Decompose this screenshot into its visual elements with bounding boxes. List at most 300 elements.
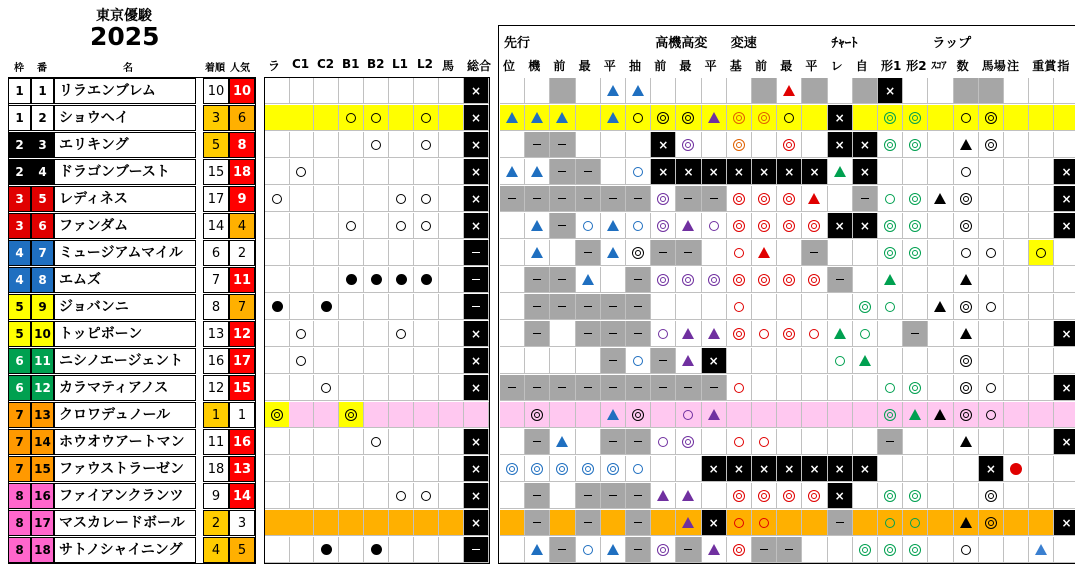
right-cell-cross-icon: × xyxy=(658,137,669,152)
right-cell xyxy=(1004,402,1029,428)
right-cell xyxy=(1054,186,1075,212)
ban-cell: 18 xyxy=(31,537,54,563)
right-cell xyxy=(802,267,827,293)
right-cell-purple-double-circle-icon xyxy=(682,139,694,151)
right-cell xyxy=(878,78,903,104)
right-cell xyxy=(525,159,550,185)
right-cell-dash-icon xyxy=(533,387,541,388)
right-cell xyxy=(1054,267,1075,293)
right-cell-green-double-circle-icon xyxy=(909,139,921,151)
ban-cell: 3 xyxy=(31,132,54,158)
mid-cell xyxy=(289,213,314,239)
right-cell-red-double-circle-icon xyxy=(783,328,795,340)
right-cell xyxy=(752,294,777,320)
mid-cell-dash-icon xyxy=(472,549,480,550)
right-col-header-17: ｽｺｱ xyxy=(931,61,947,72)
right-cell xyxy=(500,483,525,509)
right-cell xyxy=(903,456,928,482)
right-cell xyxy=(954,510,979,536)
mid-cell xyxy=(464,402,489,428)
right-cell-dash-icon xyxy=(886,441,894,442)
right-cell-dash-icon xyxy=(558,198,566,199)
right-cell xyxy=(1029,321,1054,347)
right-cell-dash-icon xyxy=(634,198,642,199)
ban-cell: 1 xyxy=(31,78,54,104)
right-cell xyxy=(853,510,878,536)
right-cell xyxy=(626,105,651,131)
right-cell xyxy=(954,186,979,212)
right-cell-green-double-circle-icon xyxy=(909,112,921,124)
right-cell-cross-icon: × xyxy=(834,218,845,233)
mid-cell-circle-icon xyxy=(396,491,406,501)
right-cell xyxy=(853,294,878,320)
right-cell-black-triangle-icon xyxy=(960,274,972,285)
right-cell-green-double-circle-icon xyxy=(909,247,921,259)
right-cell xyxy=(853,267,878,293)
right-cell xyxy=(576,294,601,320)
mid-cell xyxy=(439,510,464,536)
right-col-header-14: 自 xyxy=(855,59,868,73)
right-cell-blue-triangle-icon xyxy=(607,220,619,231)
mid-cell xyxy=(289,510,314,536)
right-col-header-15: 形1 xyxy=(881,59,902,73)
right-cell xyxy=(550,78,575,104)
right-col-header-19: 馬場 xyxy=(981,59,1006,73)
ninki-cell: 12 xyxy=(229,321,255,347)
right-cell xyxy=(777,294,802,320)
right-cell xyxy=(601,294,626,320)
right-cell xyxy=(727,402,752,428)
right-cell xyxy=(651,402,676,428)
horse-name: ドラゴンブースト xyxy=(54,159,196,185)
right-cell xyxy=(525,240,550,266)
waku-cell: 2 xyxy=(8,132,31,158)
mid-cell xyxy=(364,510,389,536)
mid-cell-dot-icon xyxy=(421,274,432,285)
group-header-1: 高機高変 xyxy=(655,36,708,51)
right-cell xyxy=(878,267,903,293)
chakujun-cell: 16 xyxy=(203,348,229,374)
right-cell xyxy=(500,348,525,374)
right-cell-circle-icon xyxy=(986,248,996,258)
right-cell-circle-icon xyxy=(1036,248,1046,258)
mid-cell xyxy=(339,105,364,131)
right-cell-cross-icon: × xyxy=(1061,434,1072,449)
right-cell-green-double-circle-icon xyxy=(909,544,921,556)
horse-name: マスカレードボール xyxy=(54,510,196,536)
right-cell-cross-icon: × xyxy=(784,461,795,476)
right-cell xyxy=(1029,132,1054,158)
right-cell xyxy=(525,348,550,374)
right-cell xyxy=(853,213,878,239)
mid-cell xyxy=(414,240,439,266)
mid-cell xyxy=(265,78,290,104)
right-cell-double-circle-icon xyxy=(632,409,644,421)
right-cell xyxy=(1054,348,1075,374)
right-cell-dash-icon xyxy=(533,144,541,145)
mid-cell xyxy=(339,267,364,293)
mid-cell xyxy=(339,213,364,239)
right-cell-purple-circle-icon xyxy=(658,437,668,447)
right-cell-cross-icon: × xyxy=(708,164,719,179)
right-cell xyxy=(727,429,752,455)
right-cell-blue-triangle-icon xyxy=(632,85,644,96)
right-cell-dash-icon xyxy=(584,171,592,172)
right-cell-dash-icon xyxy=(836,279,844,280)
right-cell xyxy=(752,402,777,428)
horse-name: ファウストラーゼン xyxy=(54,456,196,482)
mid-cell xyxy=(265,294,290,320)
right-cell xyxy=(802,483,827,509)
right-cell-green-triangle-icon xyxy=(909,409,921,420)
right-cell-blue-triangle-icon xyxy=(531,544,543,555)
mid-cell xyxy=(289,456,314,482)
right-col-header-4: 平 xyxy=(603,59,616,73)
right-cell xyxy=(626,402,651,428)
mid-cell xyxy=(265,402,290,428)
right-cell-purple-triangle-icon xyxy=(657,490,669,501)
right-cell xyxy=(500,78,525,104)
right-cell xyxy=(802,294,827,320)
right-cell xyxy=(676,132,701,158)
ninki-cell: 8 xyxy=(229,132,255,158)
right-cell xyxy=(928,510,953,536)
right-cell-dash-icon xyxy=(508,198,516,199)
chakujun-header: 着順 xyxy=(205,63,225,74)
right-cell xyxy=(702,375,727,401)
right-cell xyxy=(1004,456,1029,482)
mid-cell xyxy=(389,132,414,158)
right-cell xyxy=(727,267,752,293)
right-cell xyxy=(601,321,626,347)
mid-cell xyxy=(389,537,414,563)
right-cell-dash-icon xyxy=(634,306,642,307)
right-cell xyxy=(525,429,550,455)
right-cell-red-circle-icon xyxy=(734,383,744,393)
right-cell-purple-triangle-icon xyxy=(708,112,720,123)
mid-cell xyxy=(339,375,364,401)
mid-cell-dot-icon xyxy=(346,274,357,285)
right-cell-blue-triangle-icon xyxy=(531,247,543,258)
right-cell xyxy=(1004,213,1029,239)
right-cell-cross-icon: × xyxy=(1061,218,1072,233)
chakujun-cell: 7 xyxy=(203,267,229,293)
mid-cell xyxy=(389,213,414,239)
right-cell xyxy=(1054,429,1075,455)
mid-cell xyxy=(439,213,464,239)
right-cell xyxy=(979,375,1004,401)
right-cell xyxy=(928,483,953,509)
right-cell xyxy=(828,456,853,482)
mid-cell-circle-icon xyxy=(371,113,381,123)
right-cell xyxy=(878,402,903,428)
mid-cell-circle-icon xyxy=(421,113,431,123)
right-cell-dash-icon xyxy=(558,549,566,550)
right-cell xyxy=(525,105,550,131)
right-cell xyxy=(979,456,1004,482)
group-header-2: 変速 xyxy=(730,36,757,51)
right-cell xyxy=(651,429,676,455)
right-cell xyxy=(550,294,575,320)
right-cell-dash-icon xyxy=(659,252,667,253)
right-cell-dash-icon xyxy=(558,144,566,145)
right-cell xyxy=(878,240,903,266)
right-cell-dash-icon xyxy=(533,306,541,307)
mid-cell xyxy=(439,402,464,428)
right-col-header-10: 前 xyxy=(755,59,768,73)
ninki-cell: 1 xyxy=(229,402,255,428)
right-cell xyxy=(601,78,626,104)
mid-cell xyxy=(314,105,339,131)
mid-header-6: L2 xyxy=(417,57,433,71)
mid-cell-cross-icon: × xyxy=(470,380,482,395)
right-cell-cross-icon: × xyxy=(834,461,845,476)
right-cell xyxy=(752,321,777,347)
right-cell xyxy=(525,213,550,239)
right-cell xyxy=(752,483,777,509)
mid-cell xyxy=(364,321,389,347)
mid-cell xyxy=(265,321,290,347)
right-col-header-9: 基 xyxy=(729,59,742,73)
right-cell xyxy=(525,456,550,482)
mid-cell xyxy=(464,537,489,563)
right-cell xyxy=(752,105,777,131)
right-cell xyxy=(1004,186,1029,212)
right-cell xyxy=(651,186,676,212)
right-cell xyxy=(601,402,626,428)
mid-cell xyxy=(289,186,314,212)
right-cell xyxy=(903,321,928,347)
right-cell xyxy=(702,510,727,536)
ban-cell: 13 xyxy=(31,402,54,428)
mid-cell xyxy=(439,429,464,455)
right-cell-black-triangle-icon xyxy=(934,193,946,204)
right-cell xyxy=(651,321,676,347)
right-cell-dash-icon xyxy=(659,360,667,361)
right-cell xyxy=(802,510,827,536)
right-cell xyxy=(802,537,827,563)
right-cell xyxy=(777,402,802,428)
right-cell xyxy=(727,294,752,320)
right-cell xyxy=(500,537,525,563)
right-cell-red-double-circle-icon xyxy=(808,490,820,502)
right-cell xyxy=(727,159,752,185)
right-cell xyxy=(676,186,701,212)
right-cell-blue-triangle-icon xyxy=(556,112,568,123)
right-cell xyxy=(676,78,701,104)
right-cell-blue-triangle-icon xyxy=(506,112,518,123)
right-cell xyxy=(777,375,802,401)
right-cell xyxy=(903,159,928,185)
right-cell-dash-icon xyxy=(558,171,566,172)
ban-cell: 7 xyxy=(31,240,54,266)
right-cell xyxy=(777,267,802,293)
waku-cell: 7 xyxy=(8,402,31,428)
mid-cell xyxy=(339,402,364,428)
right-cell xyxy=(979,510,1004,536)
right-cell-cross-icon: × xyxy=(834,137,845,152)
right-cell-dash-icon xyxy=(584,306,592,307)
right-cell xyxy=(903,402,928,428)
right-cell xyxy=(979,429,1004,455)
mid-cell xyxy=(414,186,439,212)
right-cell-red-circle-icon xyxy=(809,329,819,339)
mid-cell xyxy=(389,267,414,293)
right-cell-dash-icon xyxy=(609,360,617,361)
mid-cell-dot-icon xyxy=(371,274,382,285)
right-cell xyxy=(752,78,777,104)
mid-cell-cross-icon: × xyxy=(470,110,482,125)
right-cell-dash-icon xyxy=(911,333,919,334)
right-cell xyxy=(928,537,953,563)
mid-cell-cross-icon: × xyxy=(470,326,482,341)
mid-cell xyxy=(439,456,464,482)
right-cell xyxy=(601,375,626,401)
waku-cell: 3 xyxy=(8,213,31,239)
right-cell-dash-icon xyxy=(584,333,592,334)
ban-cell: 12 xyxy=(31,375,54,401)
mid-cell xyxy=(389,159,414,185)
mid-cell xyxy=(389,402,414,428)
right-cell-double-circle-icon xyxy=(985,139,997,151)
right-col-header-6: 前 xyxy=(654,59,667,73)
mid-cell xyxy=(389,78,414,104)
right-cell-cross-icon: × xyxy=(733,461,744,476)
mid-cell xyxy=(464,483,489,509)
right-cell xyxy=(878,213,903,239)
right-cell xyxy=(676,429,701,455)
right-cell-dash-icon xyxy=(584,252,592,253)
right-cell xyxy=(1029,294,1054,320)
right-cell xyxy=(550,159,575,185)
horse-name: サトノシャイニング xyxy=(54,537,196,563)
mid-cell xyxy=(439,78,464,104)
right-cell xyxy=(601,429,626,455)
mid-cell xyxy=(289,402,314,428)
right-cell xyxy=(828,240,853,266)
mid-cell xyxy=(314,294,339,320)
right-cell-double-circle-icon xyxy=(657,112,669,124)
right-cell-double-circle-icon xyxy=(960,355,972,367)
mid-cell xyxy=(464,105,489,131)
mid-cell xyxy=(439,537,464,563)
right-cell xyxy=(954,483,979,509)
chakujun-cell: 1 xyxy=(203,402,229,428)
mid-cell xyxy=(265,375,290,401)
right-cell xyxy=(878,132,903,158)
mid-cell-circle-icon xyxy=(396,221,406,231)
mid-cell xyxy=(414,375,439,401)
mid-cell xyxy=(314,78,339,104)
mid-header-5: L1 xyxy=(392,57,408,71)
right-cell xyxy=(576,267,601,293)
right-cell-orange-double-circle-icon xyxy=(733,112,745,124)
right-cell-dash-icon xyxy=(558,279,566,280)
right-cell xyxy=(777,483,802,509)
right-cell xyxy=(1054,159,1075,185)
mid-cell xyxy=(464,267,489,293)
mid-cell xyxy=(289,375,314,401)
right-cell-red-double-circle-icon xyxy=(733,328,745,340)
mid-cell xyxy=(414,402,439,428)
right-cell-blue-circle-icon xyxy=(633,356,643,366)
mid-cell xyxy=(314,375,339,401)
right-cell xyxy=(802,321,827,347)
mid-cell xyxy=(389,483,414,509)
right-cell xyxy=(777,240,802,266)
right-cell-cross-icon: × xyxy=(859,461,870,476)
right-cell xyxy=(828,375,853,401)
right-cell xyxy=(676,456,701,482)
right-cell xyxy=(979,159,1004,185)
right-cell-double-circle-icon xyxy=(985,112,997,124)
right-cell xyxy=(928,348,953,374)
right-cell-orange-double-circle-icon xyxy=(733,139,745,151)
right-cell-green-double-circle-icon xyxy=(884,112,896,124)
right-cell xyxy=(878,105,903,131)
right-cell xyxy=(626,213,651,239)
right-cell-dash-icon xyxy=(836,522,844,523)
right-cell-blue-double-circle-icon xyxy=(531,463,543,475)
right-cell-blue-triangle-icon xyxy=(531,220,543,231)
right-cell xyxy=(702,456,727,482)
right-cell-cross-icon: × xyxy=(759,461,770,476)
right-cell xyxy=(752,159,777,185)
right-cell-red-circle-icon xyxy=(759,437,769,447)
mid-cell-circle-icon xyxy=(421,221,431,231)
right-cell-dash-icon xyxy=(785,549,793,550)
right-cell-green-double-circle-icon xyxy=(884,544,896,556)
right-cell xyxy=(928,78,953,104)
right-cell xyxy=(651,348,676,374)
mid-cell xyxy=(414,483,439,509)
ninki-cell: 18 xyxy=(229,159,255,185)
right-cell xyxy=(903,213,928,239)
right-cell xyxy=(550,537,575,563)
right-cell-green-double-circle-icon xyxy=(884,139,896,151)
right-cell xyxy=(979,294,1004,320)
right-cell xyxy=(853,321,878,347)
right-cell xyxy=(1029,429,1054,455)
right-cell xyxy=(828,105,853,131)
mid-cell xyxy=(289,267,314,293)
right-cell-purple-double-circle-icon xyxy=(657,544,669,556)
right-cell xyxy=(550,213,575,239)
ban-cell: 2 xyxy=(31,105,54,131)
right-cell xyxy=(500,456,525,482)
horse-name: ショウヘイ xyxy=(54,105,196,131)
right-cell-red-double-circle-icon xyxy=(783,139,795,151)
horse-name: ミュージアムマイル xyxy=(54,240,196,266)
horse-name: エリキング xyxy=(54,132,196,158)
right-cell xyxy=(702,159,727,185)
right-cell-dash-icon xyxy=(609,198,617,199)
mid-cell xyxy=(414,429,439,455)
right-cell xyxy=(928,132,953,158)
right-cell-dash-icon xyxy=(609,495,617,496)
right-cell xyxy=(878,429,903,455)
right-col-header-18: 数 xyxy=(956,59,969,73)
right-cell-dash-icon xyxy=(684,198,692,199)
right-cell xyxy=(1029,78,1054,104)
waku-cell: 6 xyxy=(8,348,31,374)
mid-cell xyxy=(265,456,290,482)
right-cell-purple-double-circle-icon xyxy=(682,436,694,448)
right-cell xyxy=(777,213,802,239)
right-cell xyxy=(500,186,525,212)
waku-cell: 1 xyxy=(8,105,31,131)
right-cell xyxy=(777,159,802,185)
